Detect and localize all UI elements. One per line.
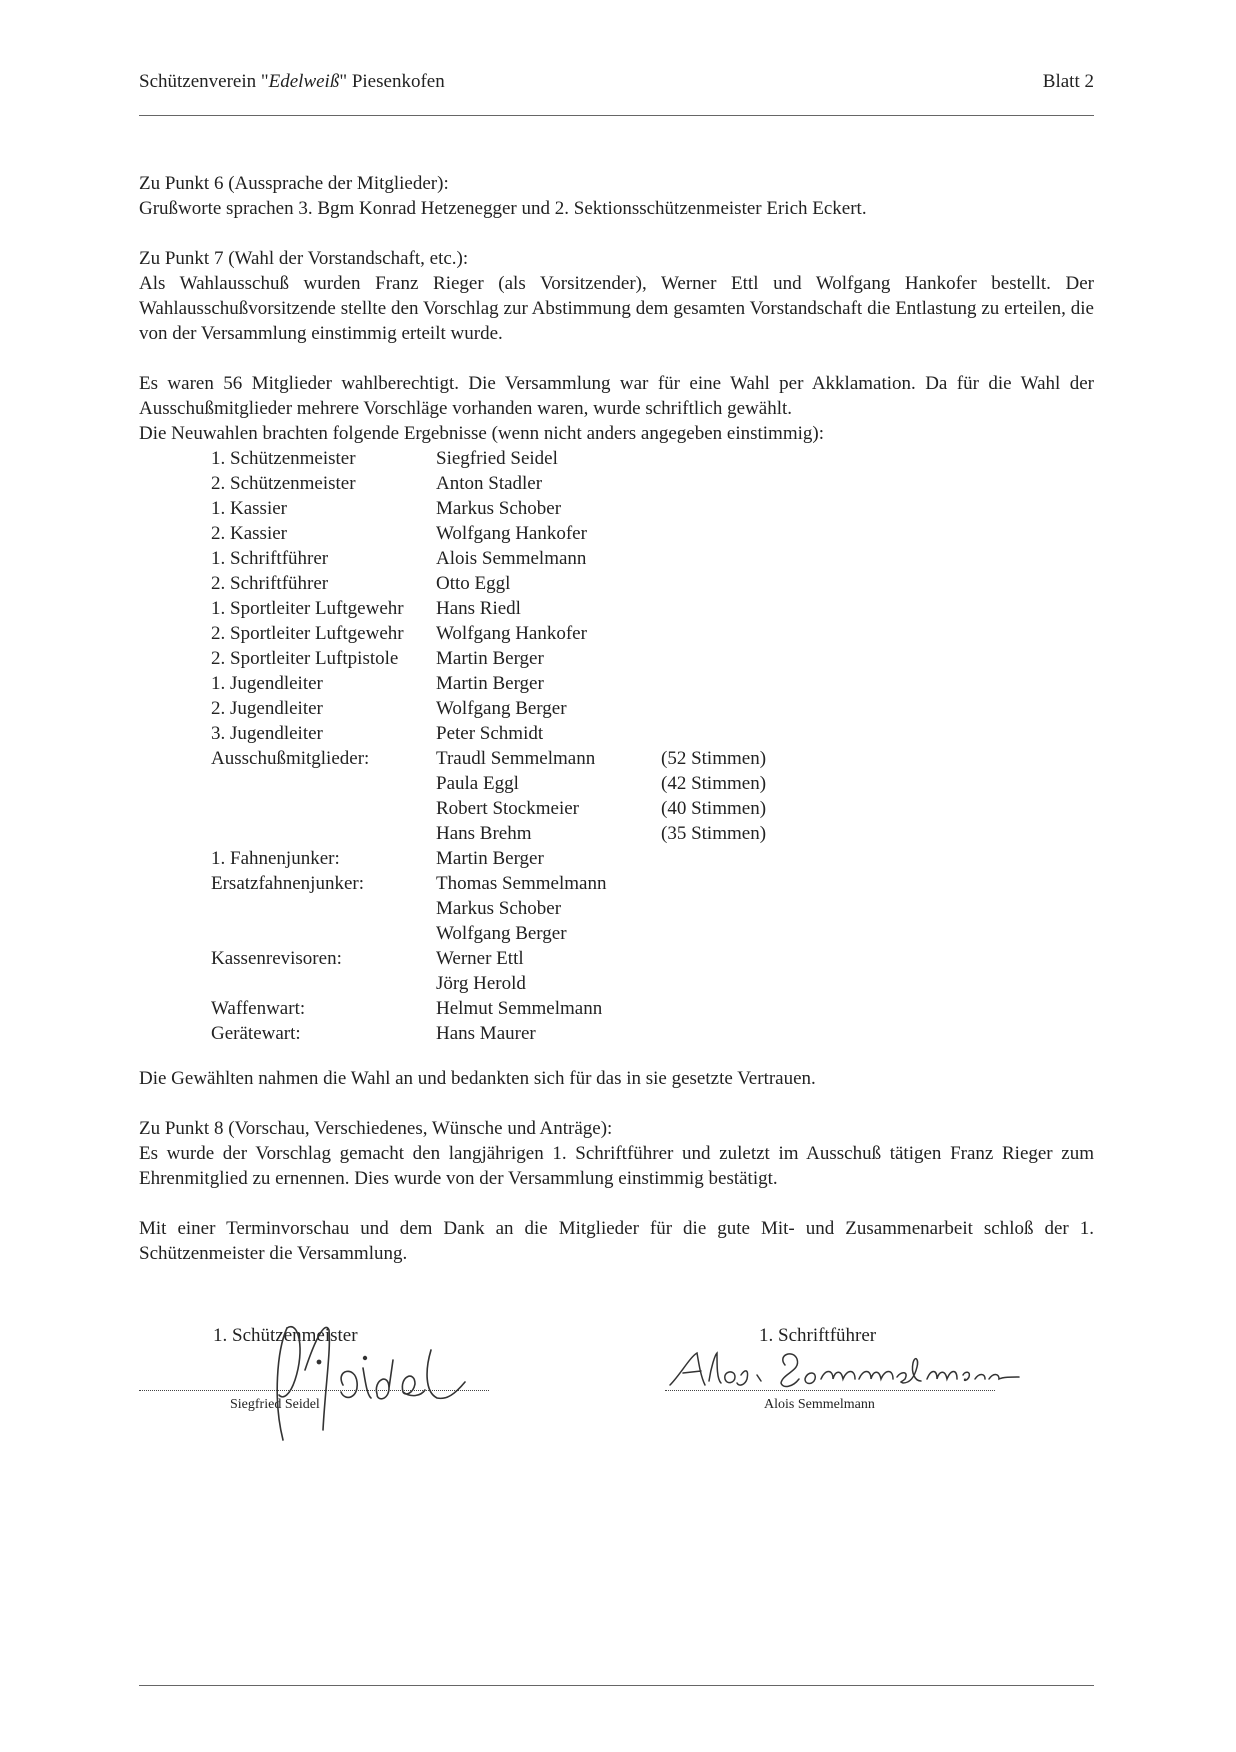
result-row — [211, 596, 811, 621]
result-name: Siegfried Seidel — [436, 448, 558, 469]
result-votes: (35 Stimmen) — [661, 823, 767, 844]
result-votes — [661, 646, 811, 671]
result-row — [211, 971, 811, 996]
result-name: Hans Riedl — [436, 598, 521, 619]
result-row — [211, 471, 811, 496]
result-votes — [661, 871, 811, 896]
result-office — [211, 971, 436, 996]
section8-heading: Zu Punkt 8 (Vorschau, Verschiedenes, Wünsche und Anträge): — [139, 1118, 613, 1139]
result-row — [211, 621, 811, 646]
handwritten-signature-right — [665, 1345, 1025, 1395]
result-row — [211, 671, 811, 696]
result-name: Alois Semmelmann — [436, 548, 587, 569]
result-office: 3. Jugendleiter — [211, 723, 323, 744]
handwritten-signature-left — [265, 1310, 505, 1450]
result-office — [211, 821, 436, 846]
result-votes — [661, 471, 811, 496]
result-votes — [661, 621, 811, 646]
result-row — [211, 946, 811, 971]
result-votes — [661, 721, 811, 746]
result-name: Markus Schober — [436, 498, 562, 519]
section8-text: Es wurde der Vorschlag gemacht den langjährigen 1. Schriftführer und zuletzt im Ausschuß tätigen Franz Rieger zum Ehrenmitglied zu ernennen. Dies wurde von der Versammlung einstimmig bestätigt. — [139, 1143, 1094, 1189]
result-office: 1. Sportleiter Luftgewehr — [211, 598, 404, 619]
signature-left-name: Siegfried Seidel — [230, 1397, 320, 1412]
result-name: Helmut Semmelmann — [436, 998, 603, 1019]
result-office: 1. Fahnenjunker: — [211, 848, 340, 869]
header-sheet-number: Blatt 2 — [1042, 71, 1094, 92]
result-name: Martin Berger — [436, 648, 544, 669]
signature-left-role: 1. Schützenmeister — [213, 1325, 358, 1346]
result-name: Otto Eggl — [436, 573, 511, 594]
result-office — [211, 796, 436, 821]
result-votes — [661, 546, 811, 571]
result-row — [211, 746, 811, 771]
result-votes — [661, 896, 811, 921]
result-row — [211, 446, 811, 471]
result-votes — [661, 596, 811, 621]
result-votes — [661, 971, 811, 996]
result-name: Wolfgang Berger — [436, 698, 567, 719]
result-office: 1. Jugendleiter — [211, 673, 323, 694]
result-votes — [661, 571, 811, 596]
result-row — [211, 921, 811, 946]
result-row — [211, 846, 811, 871]
section7-para2: Es waren 56 Mitglieder wahlberechtigt. Die Versammlung war für eine Wahl per Akklamation. Da für die Wahl der Ausschußmitglieder mehrere Vorschläge vorhanden waren, wurde schriftlich gewählt. — [139, 373, 1094, 419]
result-name: Markus Schober — [436, 898, 562, 919]
header-club-name: Schützenverein "Edelweiß" Piesenkofen — [139, 71, 445, 92]
closing-text: Mit einer Terminvorschau und dem Dank an die Mitglieder für die gute Mit- und Zusammenarbeit schloß der 1. Schützenmeister die Versammlung. — [139, 1218, 1094, 1264]
result-row — [211, 571, 811, 596]
result-votes — [661, 671, 811, 696]
result-votes — [661, 921, 811, 946]
result-name: Traudl Semmelmann — [436, 748, 596, 769]
result-office: 1. Kassier — [211, 498, 287, 519]
section6-heading: Zu Punkt 6 (Aussprache der Mitglieder): — [139, 173, 449, 194]
section6-text: Grußworte sprachen 3. Bgm Konrad Hetzenegger und 2. Sektionsschützenmeister Erich Eckert. — [139, 198, 867, 219]
result-row — [211, 721, 811, 746]
signature-right-role: 1. Schriftführer — [759, 1325, 877, 1346]
result-votes — [661, 946, 811, 971]
result-votes — [661, 996, 811, 1021]
result-name: Thomas Semmelmann — [436, 873, 607, 894]
result-name: Werner Ettl — [436, 948, 524, 969]
result-name: Anton Stadler — [436, 473, 543, 494]
result-row — [211, 896, 811, 921]
result-name: Robert Stockmeier — [436, 798, 579, 819]
result-votes — [661, 1021, 811, 1046]
result-name: Wolfgang Hankofer — [436, 623, 587, 644]
result-office: 2. Schützenmeister — [211, 473, 356, 494]
club-name-italic: Edelweiß — [268, 71, 340, 92]
section7-heading: Zu Punkt 7 (Wahl der Vorstandschaft, etc.): — [139, 248, 469, 269]
section7-results-intro: Die Neuwahlen brachten folgende Ergebnisse (wenn nicht anders angegeben einstimmig): — [139, 423, 825, 444]
result-office: 1. Schriftführer — [211, 548, 329, 569]
signature-right-name: Alois Semmelmann — [764, 1397, 875, 1412]
result-row — [211, 646, 811, 671]
result-office: Kassenrevisoren: — [211, 948, 342, 969]
result-office: 2. Kassier — [211, 523, 287, 544]
result-row — [211, 796, 811, 821]
result-office: 2. Sportleiter Luftpistole — [211, 648, 399, 669]
result-name: Wolfgang Berger — [436, 923, 567, 944]
result-row — [211, 696, 811, 721]
result-office — [211, 771, 436, 796]
footer-divider — [139, 1685, 1094, 1686]
result-votes — [661, 496, 811, 521]
result-votes: (40 Stimmen) — [661, 798, 767, 819]
result-office: 1. Schützenmeister — [211, 448, 356, 469]
result-votes: (52 Stimmen) — [661, 748, 767, 769]
document-body — [139, 171, 1094, 1266]
result-office: 2. Jugendleiter — [211, 698, 323, 719]
result-office: Gerätewart: — [211, 1023, 301, 1044]
result-row — [211, 546, 811, 571]
result-name: Jörg Herold — [436, 973, 526, 994]
section7-para1: Als Wahlausschuß wurden Franz Rieger (als Vorsitzender), Werner Ettl und Wolfgang Hankofer bestellt. Der Wahlausschußvorsitzende stellte den Vorschlag zur Abstimmung dem gesamten Vorstandschaft die Entlastung zu erteilen, die von der Versammlung einstimmig erteilt wurde. — [139, 273, 1094, 344]
result-name: Hans Maurer — [436, 1023, 536, 1044]
result-name: Hans Brehm — [436, 823, 532, 844]
result-votes: (42 Stimmen) — [661, 773, 767, 794]
result-votes — [661, 521, 811, 546]
result-office: Ausschußmitglieder: — [211, 748, 370, 769]
result-office: Waffenwart: — [211, 998, 306, 1019]
result-row — [211, 496, 811, 521]
result-row — [211, 821, 811, 846]
result-office — [211, 921, 436, 946]
result-votes — [661, 846, 811, 871]
result-row — [211, 996, 811, 1021]
result-office — [211, 896, 436, 921]
result-name: Martin Berger — [436, 673, 544, 694]
header-divider — [139, 115, 1094, 116]
result-name: Peter Schmidt — [436, 723, 544, 744]
result-name: Paula Eggl — [436, 773, 519, 794]
result-votes — [661, 446, 811, 471]
result-office: 2. Sportleiter Luftgewehr — [211, 623, 404, 644]
result-office: 2. Schriftführer — [211, 573, 329, 594]
section7-closing: Die Gewählten nahmen die Wahl an und bedankten sich für das in sie gesetzte Vertrauen. — [139, 1068, 816, 1089]
result-name: Wolfgang Hankofer — [436, 523, 587, 544]
result-votes — [661, 696, 811, 721]
election-results-table — [211, 446, 811, 1046]
result-row — [211, 771, 811, 796]
result-name: Martin Berger — [436, 848, 544, 869]
result-row — [211, 521, 811, 546]
result-row — [211, 871, 811, 896]
result-office: Ersatzfahnenjunker: — [211, 873, 364, 894]
result-row — [211, 1021, 811, 1046]
